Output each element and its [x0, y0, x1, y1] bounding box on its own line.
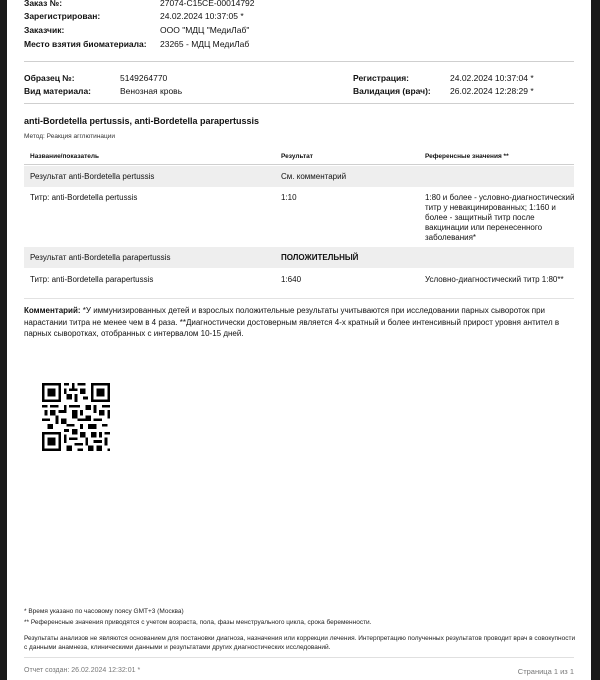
comment-block	[24, 305, 578, 340]
disclaimer-text: Результаты анализов не являются основанием для постановки диагноза, назначения или коррекции лечения. Интерпретацию полученных результатов проводит врач в совокупности с данными анамнеза, клиническими данными и результатами других диагностических исследований.	[24, 635, 576, 651]
registered-value: 24.02.2024 10:37:05 *	[160, 11, 244, 21]
row-reference: 1:80 и более - условно-диагностический титр у невакцинированных; 1:160 и более - защитный титр после вакцинации или перенесенного заболевания*	[425, 193, 575, 242]
customer-label: Заказчик:	[24, 25, 65, 35]
column-header-result: Результат	[281, 153, 313, 160]
registered-label: Зарегистрирован:	[24, 11, 101, 21]
material-value: Венозная кровь	[120, 86, 183, 96]
column-header-reference: Референсные значения **	[425, 153, 509, 160]
material-label: Вид материала:	[24, 86, 92, 96]
sample-label: Образец №:	[24, 73, 75, 83]
table-row	[24, 268, 574, 298]
row-result: 1:640	[281, 275, 302, 284]
footer-divider	[24, 657, 574, 658]
test-title: anti-Bordetella pertussis, anti-Bordetella parapertussis	[24, 116, 260, 126]
row-result: 1:10	[281, 193, 297, 202]
table-row	[24, 187, 574, 244]
test-method: Метод: Реакция агглютинации	[24, 133, 116, 140]
report-created-timestamp: Отчет создан: 26.02.2024 12:32:01 *	[24, 667, 141, 674]
row-result: ПОЛОЖИТЕЛЬНЫЙ	[281, 253, 359, 262]
row-result: См. комментарий	[281, 172, 347, 181]
table-row	[24, 166, 574, 187]
table-row	[24, 247, 574, 268]
collection-place-value: 23265 - МДЦ МедиЛаб	[160, 39, 250, 49]
row-name: Результат anti-Bordetella parapertussis	[30, 253, 171, 262]
page-number: Страница 1 из 1	[517, 667, 574, 676]
column-header-name: Название/показатель	[30, 153, 100, 160]
comment-text: *У иммунизированных детей и взрослых положительные результаты учитываются при исследовании парных сывороток при нарастании титра не менее чем в 4 раза. **Диагностически достоверным является 4-х кратный и более интенсивный прирост уровня антител в парных сыворотках, отобранных с интервалом 10-15 дней.	[24, 306, 560, 338]
validation-label: Валидация (врач):	[353, 86, 431, 96]
customer-value: ООО "МДЦ "МедиЛаб"	[160, 25, 250, 35]
collection-place-label: Место взятия биоматериала:	[24, 39, 147, 49]
registration-label: Регистрация:	[353, 73, 410, 83]
comment-label: Комментарий:	[24, 306, 81, 315]
registration-value: 24.02.2024 10:37:04 *	[450, 73, 534, 83]
row-name: Результат anti-Bordetella pertussis	[30, 172, 155, 181]
order-number-label: Заказ №:	[24, 0, 63, 8]
sample-value: 5149264770	[120, 73, 168, 83]
row-name: Титр: anti-Bordetella parapertussis	[30, 275, 154, 284]
row-name: Титр: anti-Bordetella pertussis	[30, 193, 138, 202]
report-page	[7, 0, 591, 680]
table-bottom-divider	[24, 298, 574, 299]
time-zone-note: * Время указано по часовому поясу GMT+3 (Москва)	[24, 608, 184, 615]
reference-note: ** Референсные значения приводятся с учетом возраста, пола, фазы менструального цикла, срока беременности.	[24, 619, 372, 626]
sample-divider	[24, 103, 574, 104]
validation-value: 26.02.2024 12:28:29 *	[450, 86, 534, 96]
row-reference: Условно-диагностический титр 1:80**	[425, 275, 564, 284]
table-header-divider	[24, 164, 574, 165]
qr-code-icon	[42, 383, 110, 451]
header-divider	[24, 61, 574, 62]
order-number-value: 27074-C15CE-00014792	[160, 0, 255, 8]
